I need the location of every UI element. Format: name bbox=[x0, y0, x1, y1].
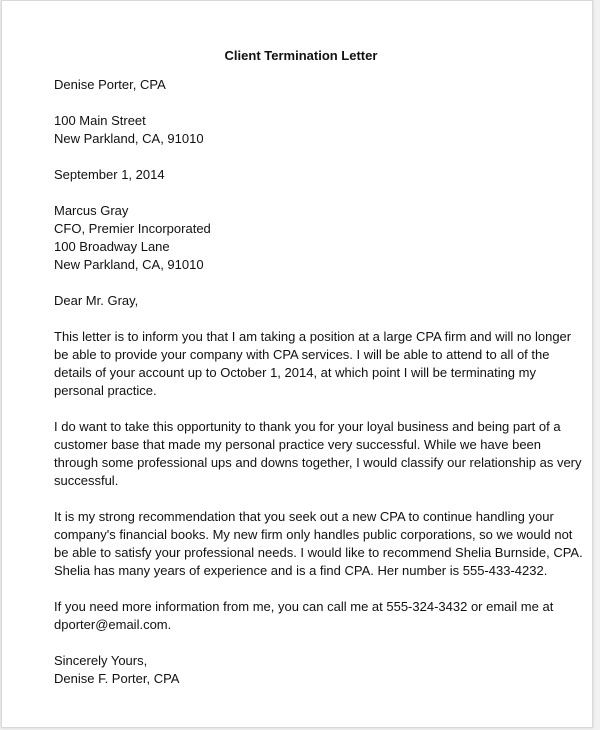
paragraph-line: details of your account up to October 1, 2014, at which point I will be terminating my bbox=[54, 365, 536, 380]
paragraph-line: through some professional ups and downs together, I would classify our relationship as very bbox=[54, 455, 582, 470]
letter-date: September 1, 2014 bbox=[54, 167, 165, 182]
paragraph-line: be able to satisfy your professional needs. I would like to recommend Shelia Burnside, CPA. bbox=[54, 545, 583, 560]
paragraph-2 bbox=[54, 418, 582, 490]
paragraph-line: dporter@email.com. bbox=[54, 617, 172, 632]
sender-address-line1: 100 Main Street bbox=[54, 113, 146, 128]
letter-page bbox=[1, 0, 593, 728]
paragraph-line: It is my strong recommendation that you seek out a new CPA to continue handling your bbox=[54, 509, 554, 524]
sender-name: Denise Porter, CPA bbox=[54, 77, 166, 92]
sender-block bbox=[54, 76, 554, 148]
letter-title: Client Termination Letter bbox=[224, 48, 378, 63]
signature-name: Denise F. Porter, CPA bbox=[54, 671, 180, 686]
recipient-title: CFO, Premier Incorporated bbox=[54, 221, 211, 236]
paragraph-1 bbox=[54, 328, 572, 400]
recipient-block bbox=[54, 202, 554, 274]
paragraph-line: This letter is to inform you that I am taking a position at a large CPA firm and will no longer bbox=[54, 329, 572, 344]
paragraph-line: company's financial books. My new firm only handles public corporations, so we would not bbox=[54, 527, 573, 542]
paragraph-line: Shelia has many years of experience and is a find CPA. Her number is 555-433-4232. bbox=[54, 563, 548, 578]
paragraph-line: successful. bbox=[54, 473, 119, 488]
recipient-name: Marcus Gray bbox=[54, 203, 129, 218]
paragraph-line: If you need more information from me, you can call me at 555-324-3432 or email me at bbox=[54, 599, 554, 614]
letter-content bbox=[54, 47, 583, 688]
paragraph-4 bbox=[54, 598, 554, 634]
closing-block bbox=[54, 652, 554, 688]
paragraph-line: customer base that made my personal practice very successful. While we have been bbox=[54, 437, 542, 452]
paragraph-line: personal practice. bbox=[54, 383, 157, 398]
recipient-address-line1: 100 Broadway Lane bbox=[54, 239, 170, 254]
closing: Sincerely Yours, bbox=[54, 653, 148, 668]
paragraph-3 bbox=[54, 508, 583, 580]
recipient-address-line2: New Parkland, CA, 91010 bbox=[54, 257, 204, 272]
salutation: Dear Mr. Gray, bbox=[54, 293, 139, 308]
sender-address-line2: New Parkland, CA, 91010 bbox=[54, 131, 204, 146]
paragraph-line: I do want to take this opportunity to thank you for your loyal business and being part of a bbox=[54, 419, 561, 434]
paragraph-line: be able to provide your company with CPA services. I will be able to attend to all of the bbox=[54, 347, 550, 362]
